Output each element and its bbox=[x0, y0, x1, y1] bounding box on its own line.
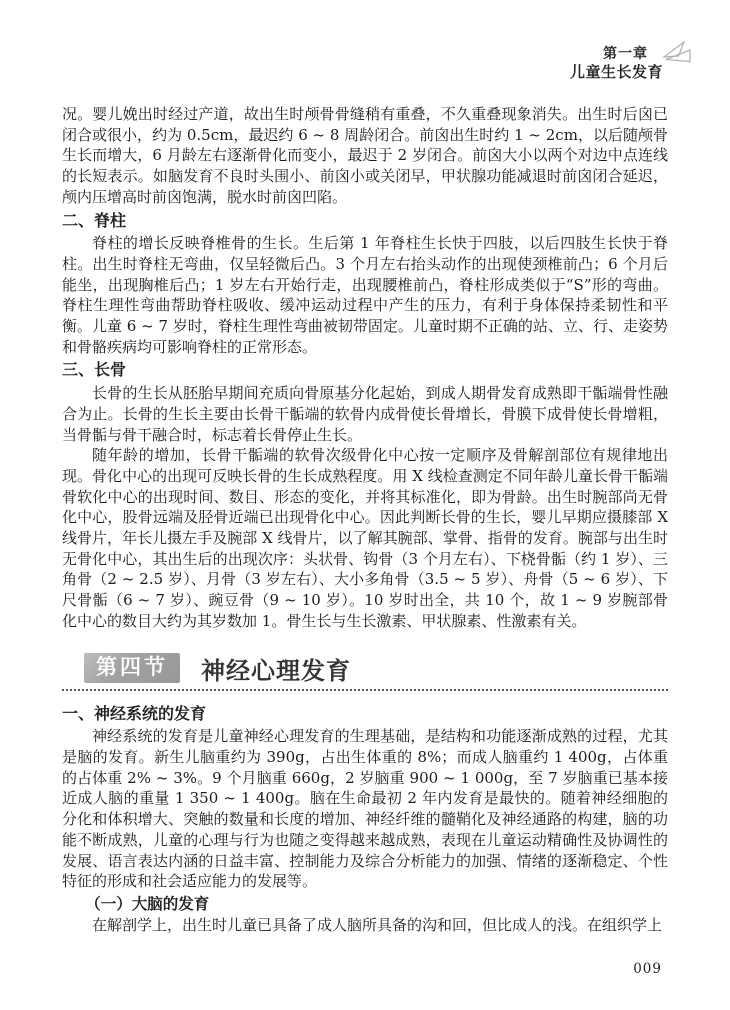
paper-plane-icon bbox=[662, 41, 692, 67]
chapter-number: 第一章 bbox=[603, 46, 648, 62]
paragraph-fontanelle: 况。婴儿娩出时经过产道，故出生时颅骨骨缝稍有重叠，不久重叠现象消失。出生时后囟已闭合或很小，约为 0.5cm，最迟约 6 ~ 8 周龄闭合。前囟出生时约 1 ~ 2cm，以后随颅骨生长而增大，6 月龄左右逐渐骨化而变小，最迟于 2 岁闭合。前囟大小以两个对边中点连线的长短表示。如脑发育不良时头围小、前囟小或关闭早，甲状腺功能减退时前囟闭合延迟，颅内压增高时前囟饱满，脱水时前囟凹陷。 bbox=[62, 105, 668, 206]
heading-nervous-system: 一、神经系统的发育 bbox=[62, 703, 207, 723]
heading-longbone: 三、长骨 bbox=[62, 360, 127, 380]
heading-brain-development: （一）大脑的发育 bbox=[85, 894, 210, 913]
running-head-text bbox=[570, 46, 663, 82]
paragraph-ossification-centers: 随年龄的增加，长骨干骺端的软骨次级骨化中心按一定顺序及骨解剖部位有规律地出现。骨化中心的出现可反映长骨的生长成熟程度。用 X 线检查测定不同年龄儿童长骨干骺端骨软化中心的出现时间、数目、形态的变化，并将其标准化，即为骨龄。出生时腕部尚无骨化中心，股骨远端及胫骨近端已出现骨化中心。因此判断长骨的生长，婴儿早期应摄膝部 X 线骨片，年长儿摄左手及腕部 X 线骨片，以了解其腕部、掌骨、指骨的发育。腕部与出生时无骨化中心，其出生后的出现次序：头状骨、钩骨（3 个月左右）、下桡骨骺（约 1 岁）、三角骨（2 ~ 2.5 岁）、月骨（3 岁左右）、大小多角骨（3.5 ~ 5 岁）、舟骨（5 ~ 6 岁）、下尺骨骺（6 ~ 7 岁）、豌豆骨（9 ~ 10 岁）。10 岁时出全，共 10 个，故 1 ~ 9 岁腕部骨化中心的数目大约为其岁数加 1。骨生长与生长激素、甲状腺素、性激素有关。 bbox=[62, 446, 668, 630]
heading-spine: 二、脊柱 bbox=[62, 210, 127, 230]
page-body bbox=[62, 104, 668, 935]
paragraph-spine: 脊柱的增长反映脊椎骨的生长。生后第 1 年脊柱生长快于四肢，以后四肢生长快于脊柱。出生时脊柱无弯曲，仅呈轻微后凸。3 个月左右抬头动作的出现使颈椎前凸；6 个月后能坐，出现胸椎后凸；1 岁左右开始行走，出现腰椎前凸，脊柱形成类似于“S”形的弯曲。脊柱生理性弯曲帮助脊柱吸收、缓冲运动过程中产生的压力，有利于身体保持柔韧性和平衡。儿童 6 ~ 7 岁时，脊柱生理性弯曲被韧带固定。儿童时期不正确的站、立、行、走姿势和骨骼疾病均可影响脊柱的正常形态。 bbox=[62, 234, 668, 356]
section-banner bbox=[62, 653, 668, 684]
dotted-divider bbox=[62, 689, 668, 691]
paragraph-nervous-system: 神经系统的发育是儿童神经心理发育的生理基础，是结构和功能逐渐成熟的过程，尤其是脑的发育。新生儿脑重约为 390g，占出生体重的 8%；而成人脑重约 1 400g，占体重的占体重 2% ~ 3%。9 个月脑重 660g，2 岁脑重 900 ~ 1 000g，至 7 岁脑重已基本接近成人脑的重量 1 350 ~ 1 400g。脑在生命最初 2 年内发育是最快的。随着神经细胞的分化和体积增大、突触的数量和长度的增加、神经纤维的髓鞘化及神经通路的构建，脑的功能不断成熟，儿童的心理与行为也随之变得越来越成熟，表现在儿童运动精确性及协调性的发展、语言表达内涵的日益丰富、控制能力及综合分析能力的加强、情绪的逐渐稳定、个性特征的形成和社会适应能力的发展等。 bbox=[62, 727, 668, 891]
page-number: 009 bbox=[633, 961, 662, 977]
paragraph-brain-development: 在解剖学上，出生时儿童已具备了成人脑所具备的沟和回，但比成人的浅。在组织学上 bbox=[92, 915, 663, 934]
running-head bbox=[62, 40, 668, 84]
section-title: 神经心理发育 bbox=[201, 656, 351, 685]
chapter-title: 儿童生长发育 bbox=[569, 63, 663, 81]
paragraph-longbone-growth: 长骨的生长从胚胎早期间充质向骨原基分化起始，到成人期骨发育成熟即干骺端骨性融合为止。长骨的生长主要由长骨干骺端的软骨内成骨使长骨增长，骨膜下成骨使长骨增粗，当骨骺与骨干融合时，标志着长骨停止生长。 bbox=[62, 384, 668, 444]
section-number-badge: 第四节 bbox=[84, 653, 180, 683]
